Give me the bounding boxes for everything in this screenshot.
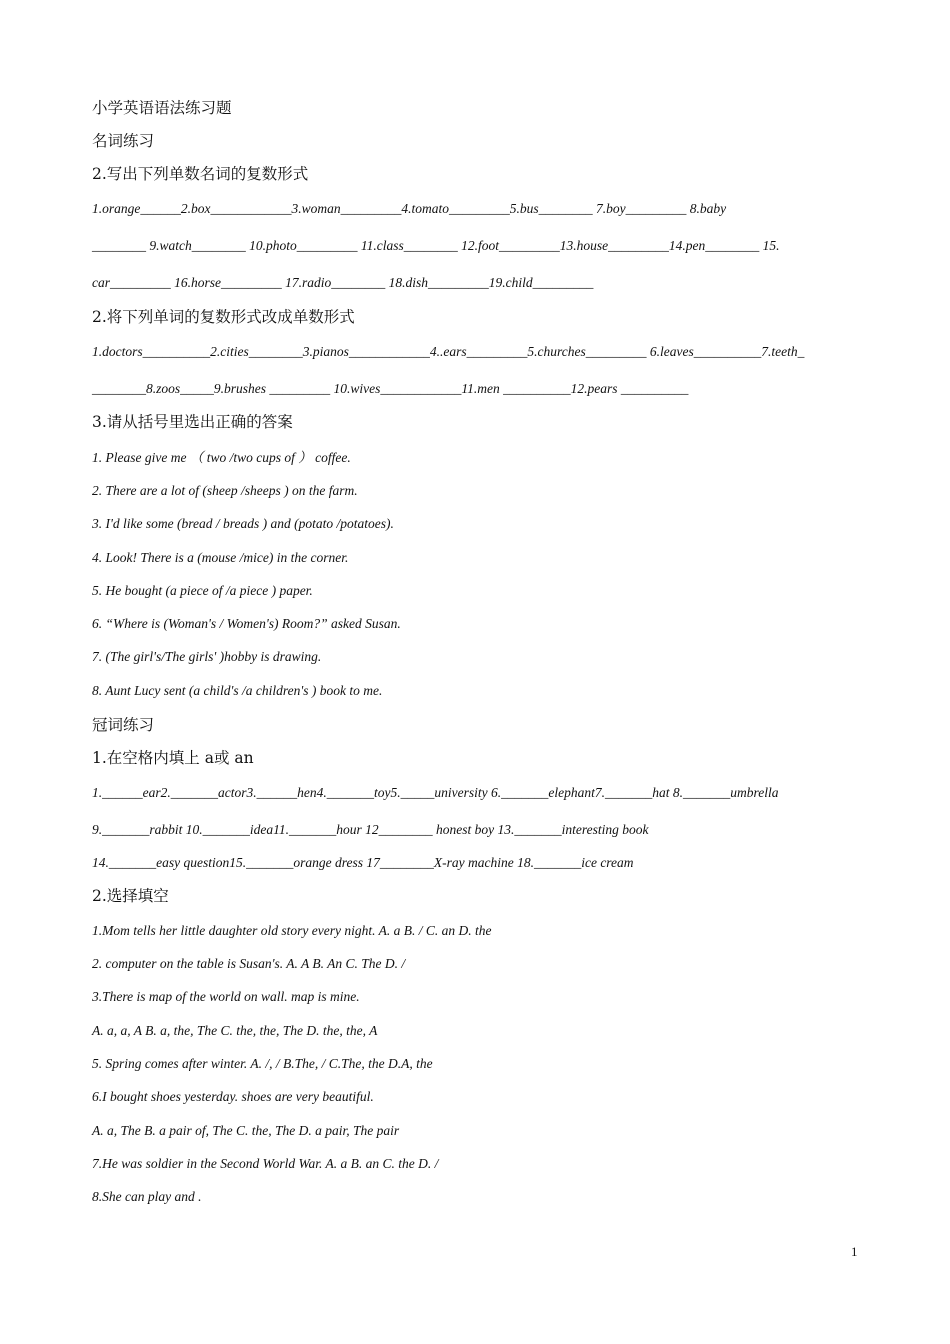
exercise-heading-fill: 2.选择填空 [92,887,169,905]
exercise-heading-singular: 2.将下列单词的复数形式改成单数形式 [92,308,355,326]
exercise-line: 1.doctors__________2.cities________3.pianos____________4..ears_________5.churches_________ 6.leaves__________7.teeth_ [92,344,805,359]
page-number: 1 [851,1244,858,1259]
exercise-line: 1.orange______2.box____________3.woman_________4.tomato_________5.bus________ 7.boy_________ 8.baby [92,201,727,216]
section-heading-articles: 冠词练习 [92,716,155,734]
document-title: 小学英语语法练习题 [92,99,232,117]
exercise-line: 5. Spring comes after winter. A. /, / B.The, / C.The, the D.A, the [92,1056,433,1071]
exercise-line: ________8.zoos_____9.brushes _________ 10.wives____________11.men __________12.pears __________ [92,381,689,396]
exercise-line: car_________ 16.horse_________ 17.radio________ 18.dish_________19.child_________ [92,275,594,290]
exercise-line: 8. Aunt Lucy sent (a child's /a children's ) book to me. [92,683,383,698]
exercise-line: 9._______rabbit 10._______idea11._______hour 12________ honest boy 13._______interesting book [92,822,649,837]
exercise-line: 5. He bought (a piece of /a piece ) paper. [92,583,313,598]
exercise-line: 1.Mom tells her little daughter old story every night. A. a B. / C. an D. the [92,923,492,938]
exercise-heading-a-an: 1.在空格内填上 a或 an [92,749,254,767]
exercise-line: ________ 9.watch________ 10.photo_________ 11.class________ 12.foot_________13.house_________14.pen________ 15. [92,238,780,253]
exercise-line: 14._______easy question15._______orange dress 17________X-ray machine 18._______ice cream [92,855,634,870]
exercise-line: A. a, a, A B. a, the, The C. the, the, The D. the, the, A [92,1023,378,1038]
exercise-line: 8.She can play and . [92,1189,202,1204]
exercise-line: 6.I bought shoes yesterday. shoes are very beautiful. [92,1089,374,1104]
exercise-line: 2. computer on the table is Susan's. A. A B. An C. The D. / [92,956,406,971]
section-heading-nouns: 名词练习 [92,132,155,150]
exercise-line: 7.He was soldier in the Second World War. A. a B. an C. the D. / [92,1156,439,1171]
exercise-line: 1. Please give me （ two /two cups of ） coffee. [92,450,351,465]
exercise-line: 1.______ear2._______actor3.______hen4._______toy5._____university 6._______elephant7._______hat 8._______umbrella [92,785,779,800]
exercise-line: 3.There is map of the world on wall. map is mine. [92,989,360,1004]
exercise-line: 6. “Where is (Woman's / Women's) Room?” asked Susan. [92,616,401,631]
exercise-line: 2. There are a lot of (sheep /sheeps ) on the farm. [92,483,358,498]
exercise-line: 3. I'd like some (bread / breads ) and (potato /potatoes). [92,516,394,531]
exercise-heading-plural: 2.写出下列单数名词的复数形式 [92,165,309,183]
exercise-line: A. a, The B. a pair of, The C. the, The D. a pair, The pair [92,1123,400,1138]
exercise-line: 4. Look! There is a (mouse /mice) in the corner. [92,550,349,565]
exercise-line: 7. (The girl's/The girls' )hobby is drawing. [92,649,322,664]
exercise-heading-choose: 3.请从括号里选出正确的答案 [92,413,293,431]
